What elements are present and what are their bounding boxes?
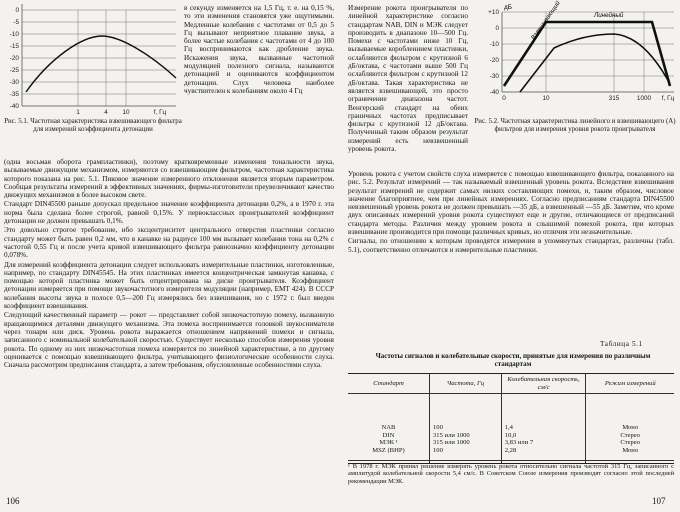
page-number: 107	[652, 496, 666, 506]
footnote: ¹ В 1978 г. МЭК принял решение измерять уровень рокота относительно сигнала частотой 315 Гц, записанного с амплитудой колебательной скорости 5,4 см/с. В Советском Союзе измерения производят согласно этой последней рекомендации МЭК.	[348, 460, 674, 485]
paragraph: Следующий качественный параметр — рокот — представляет собой низкочастотную помеху, вызванную вращающимися деталями движущего механизма. Эта помеха воспринимается головкой звукоснимателя через тонарм или диск. Уровень рокота выражается отношением напряжений помехи и сигнала, записанного с номинальной колебательной скоростью. Существует несколько способов измерения уровня рокота. По одному из них низкочастотная помеха измеряется по линейной характеристике, а по другому оценивается с помощью взвешивающего фильтра, учитывающего физиологические особенности слуха. Сначала рассмотрим предписания стандарта, а затем требования, обусловленные особенностями слуха.	[4, 311, 334, 370]
table-5-1	[348, 373, 674, 464]
x-tick-label: 1	[76, 109, 80, 116]
x-tick-label: 4	[104, 109, 108, 116]
x-tick-label: 1000	[636, 95, 652, 102]
paragraph: Сигналы, по отношению к которым проводятся измерения в упомянутых стандартах, различны (табл. 5.1), соответственно отличаются и измерительные пластинки.	[348, 237, 674, 254]
table-row: DIN 315 или 1000 10,0 Стерео	[348, 432, 674, 440]
table-header: Частота, Гц	[430, 374, 502, 394]
y-tick-label: -40	[9, 103, 19, 110]
table-header: Режим измерений	[586, 374, 674, 394]
y-tick-label: -15	[9, 43, 19, 50]
paragraph: Это довольно строгое требование, ибо эксцентриситет центрального отверстия пластинки согласно стандарту может быть равен 0,2 мм, что в канавке на радиусе 100 мм вызывает колебания тона на 0,2% с частотой 0,55 Гц и после учета кривой взвешивающего фильтра равнозначно коэффициенту детонации 0,078%.	[4, 226, 334, 260]
fig-5-2-caption: Рис. 5.2. Частотная характеристика линейного и взвешивающего (А) фильтров для измерения уровня рокота проигрывателя	[474, 118, 676, 133]
weighting-curve-a	[520, 34, 670, 92]
paragraph: Стандарт DIN45500 раньше допускал предельное значение коэффициента детонации 0,2%, а в 1970 г. эта норма была сделана более строгой, равной 0,15%. У первоклассных проигрывателей коэффициент детонации не должен превышать 0,1%.	[4, 200, 334, 226]
right-column-text: Измерение рокота проигрывателя по линейной характеристике согласно стандартам NAB, DIN и МЭК следует производить в диапазоне 10—500 Гц. Помехи с частотами ниже 10 Гц, вызываемые коробленнием пластинки, ослабляются фильтром с крутизной 6 дБ/октава, с частотами выше 500 Гц ослабляются фильтром с крутизной 12 дБ/октава. Такая характеристика не является взвешивающей, это просто ограничение диапазона частот. Венгерский стандарт на обеих граничных частотах предписывает фильтры с крутизной 12 дБ/октава. Полученный таким образом результат измерений есть невзвешенный уровень рокота.	[348, 4, 468, 154]
linear-curve	[504, 22, 670, 86]
paragraph: Уровень рокота с учетом свойств слуха измеряется с помощью взвешивающего фильтра, показанного на рис. 5.2. Результат измерений — так называемый взвешенный уровень рокота. Вследствие взвешивания результат измерений не содержит самых низких составляющих помехи, и, таким образом, числовое значение благоприятнее, чем при линейных измерениях. Согласно предписаниям стандарта DIN45500 невзвешенный уровень рокота не должен превышать —35 дБ, а взвешенный —55 дБ. Заметим, что кроме двух описанных измерений уровня рокота существуют еще и другие, отличающиеся от предписаний стандарта методы. Различия между уровнем рокота и слышимой помехой рокота, при которых взвешивание производится при помощи различных кривых, но отличия эти незначительные.	[348, 170, 674, 237]
y-tick-label: -40	[489, 89, 499, 96]
y-tick-label: 0	[15, 7, 19, 14]
y-tick-label: -10	[9, 31, 19, 38]
table-header: Стандарт	[348, 374, 430, 394]
x-tick-label: 315	[608, 95, 620, 102]
x-tick-label: f, Гц	[153, 109, 167, 116]
y-tick-label: -5	[13, 19, 19, 26]
y-tick-label: +10	[488, 9, 499, 16]
x-tick-label: 10	[122, 109, 130, 116]
table-row: МЭК ¹ 315 или 1000 3,83 или 7 Стерео	[348, 439, 674, 447]
table-row: NAB 100 1,4 Моно	[348, 394, 674, 432]
y-tick-label: -10	[489, 41, 499, 48]
table-row: MSZ (ВНР) 100 2,28 Моно	[348, 447, 674, 463]
x-tick-label: 0	[502, 95, 506, 102]
x-tick-label: 10	[542, 95, 550, 102]
curve-label-linear: Линейный	[594, 12, 624, 19]
weighting-curve	[26, 36, 176, 92]
table-title: Частоты сигналов и колебательные скорости, принятые для измерения по различным стандартам	[375, 352, 651, 368]
curve-label-weighting: Взвешивающий	[529, 0, 562, 42]
y-tick-label: -30	[489, 73, 499, 80]
right-page	[340, 0, 680, 512]
paragraph: Для измерений коэффициента детонации следует использовать измерительные пластинки, изготовленные, например, по стандарту DIN45545. На этих пластинках имеется концентрическая замкнутая канавка, с помощью которой пластинка может быть отцентрирована на диске проигрывателя. Коэффициент детонации измеряется при помощи звукочастотного измерителя модуляции (например, EMT 424). В СССР колебания высоты звука в полосе 0,5—200 Гц измерялись без взвешивания, но с 1972 г. был введен коэффициент взвешивания.	[4, 260, 334, 311]
left-column-text: в секунду изменяется на 1,5 Гц, т. е. на 0,15 %, то эти изменения становятся уже ощутимыми. Медленные колебания с частотами от 0,5 до 5 Гц вызывают неприятное плавание звука, а более частые колебания с частотами от 4 до 100 Гц воспринимаются как дробление звука. Искажения звука, вызванные частотной модуляцией полезного сигнала, называются детонацией и оцениваются коэффициентом детонации. Слух человека наиболее чувствителен к колебаниям около 4 Гц	[184, 4, 334, 95]
x-tick-label: f, Гц	[661, 95, 675, 102]
fig-5-1-caption: Рис. 5.1. Частотная характеристика взвешивающего фильтра для измерений коэффициента детонации	[4, 118, 182, 133]
paragraph: (одна восьмая оборота грампластинки), поэтому кратковременные изменения тональности звука, вызываемые движущим механизмом, измеряются со взвешивающим фильтром, частотная характеристика которого показана на рис. 5.1. Пиковое значение измеренного отклонения является вторым параметром. Сообщая результаты измерений в эффективных значениях, фирмы-изготовители преувеличивают качество движущих механизмов в более высоком свете.	[4, 158, 334, 200]
y-tick-label: -30	[9, 79, 19, 86]
table-label: Таблица 5.1	[600, 340, 643, 348]
table-header: Колебательная скорость, см/с	[501, 374, 586, 394]
right-body-text	[348, 170, 674, 254]
page-number: 106	[6, 496, 20, 506]
y-tick-label: 0	[495, 25, 499, 32]
y-tick-label: -25	[9, 67, 19, 74]
fig-5-2-chart	[474, 0, 678, 116]
left-body-text	[4, 158, 334, 369]
y-tick-label: -20	[489, 57, 499, 64]
fig-5-1-chart	[0, 0, 180, 118]
y-axis-label: дБ	[504, 4, 512, 11]
y-tick-label: -20	[9, 55, 19, 62]
y-tick-label: -35	[9, 91, 19, 98]
